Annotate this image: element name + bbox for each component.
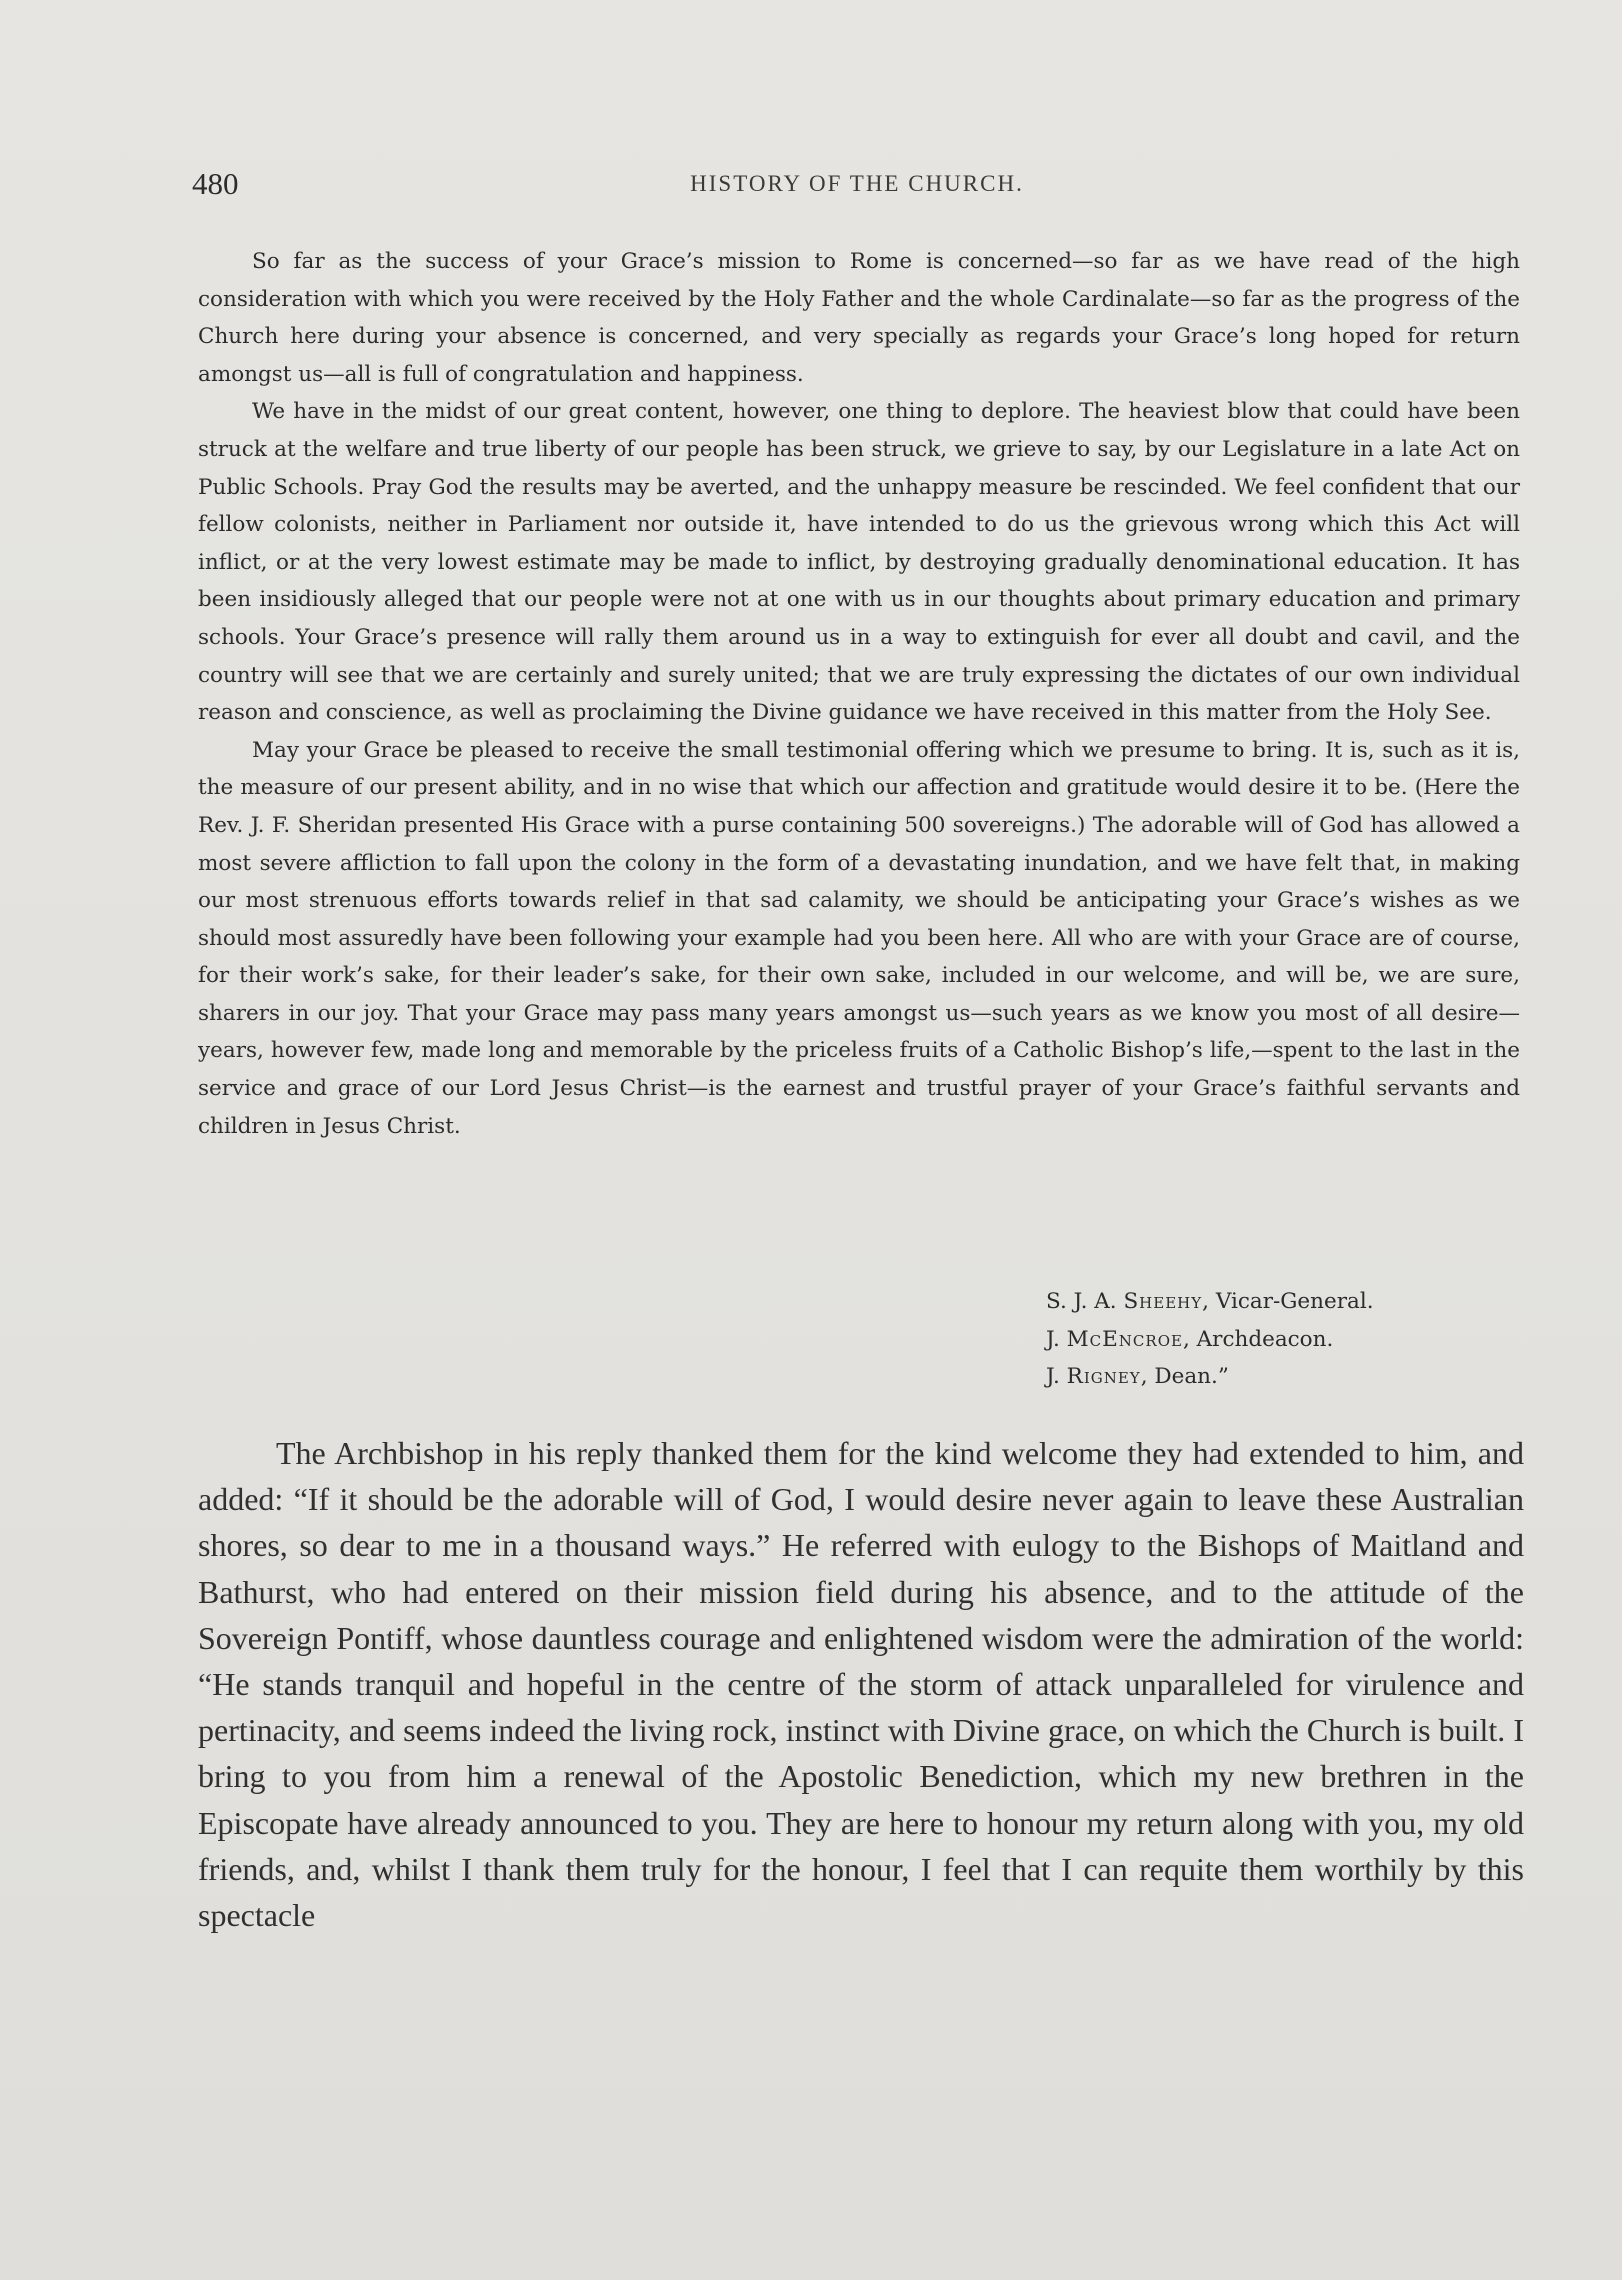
signature-sheehy: S. J. A. Sheehy, Vicar-General. xyxy=(1046,1289,1374,1314)
signature-mcencroe: J. McEncroe, Archdeacon. xyxy=(1046,1326,1334,1352)
running-title: HISTORY OF THE CHURCH. xyxy=(690,171,1024,196)
page-header xyxy=(192,166,1522,206)
address-paragraph: We have in the midst of our great content, however, one thing to deplore. The heaviest blow that could have been struck at the welfare and true liberty of our people has been struck, we grieve to say, by our Legislature in a late Act on Public Schools. Pray God the results may be averted, and the unhappy measure be rescinded. We feel confident that our fellow colonists, neither in Parliament nor outside it, have intended to do us the grievous wrong which this Act will inflict, or at the very lowest estimate may be made to inflict, by destroying gradually denominational education. It has been insidiously alleged that our people were not at one with us in our thoughts about primary education and primary schools. Your Grace’s presence will rally them around us in a way to extinguish for ever all doubt and cavil, and the country will see that we are certainly and surely united; that we are truly expressing the dictates of our own individual reason and conscience, as well as proclaiming the Divine guidance we have received in this matter from the Holy See. xyxy=(198,399,1520,726)
signature-block xyxy=(1046,1283,1374,1396)
page-number: 480 xyxy=(192,166,239,201)
address-text-block xyxy=(198,243,1520,1145)
address-paragraph: May your Grace be pleased to receive the small testimonial offering which we presume to bring. It is, such as it is, the measure of our present ability, and in no wise that which our affection and gratitude would desire it to be. (Here the Rev. J. F. Sheridan presented His Grace with a purse containing 500 sovereigns.) The adorable will of God has allowed a most severe affliction to fall upon the colony in the form of a devastating inundation, and we have felt that, in making our most strenuous efforts towards relief in that sad calamity, we should be anticipating your Grace’s wishes as we should most assuredly have been following your example had you been here. All who are with your Grace are of course, for their work’s sake, for their leader’s sake, for their own sake, included in our welcome, and will be, we are sure, sharers in our joy. That your Grace may pass many years amongst us—such years as we know you most of all desire—years, however few, made long and memorable by the priceless fruits of a Catholic Bishop’s life,—spent to the last in the service and grace of our Lord Jesus Christ—is the earnest and trustful prayer of your Grace’s faithful servants and children in Jesus Christ. xyxy=(198,737,1520,1139)
address-paragraph: So far as the success of your Grace’s mission to Rome is concerned—so far as we have read of the high consideration with which you were received by the Holy Father and the whole Cardinalate—so far as the progress of the Church here during your absence is concerned, and very specially as regards your Grace’s long hoped for return amongst us—all is full of congratulation and happiness. xyxy=(198,249,1520,387)
reply-paragraph: The Archbishop in his reply thanked them for the kind welcome they had extended to him, and added: “If it should be the adorable will of God, I would desire never again to leave these Australian shores, so dear to me in a thousand ways.” He referred with eulogy to the Bishops of Maitland and Bathurst, who had entered on their mission field during his absence, and to the attitude of the Sovereign Pontiff, whose dauntless courage and enlightened wisdom were the admiration of the world: “He stands tranquil and hopeful in the centre of the storm of attack unparalleled for virulence and pertinacity, and seems indeed the living rock, instinct with Divine grace, on which the Church is built. I bring to you from him a renewal of the Apostolic Benediction, which my new brethren in the Episcopate have already announced to you. They are here to honour my return along with you, my old friends, and, whilst I thank them truly for the honour, I feel that I can requite them worthily by this spectacle xyxy=(198,1435,1524,1934)
signature-rigney: J. Rigney, Dean.” xyxy=(1046,1364,1229,1389)
reply-text-block xyxy=(198,1430,1524,1938)
